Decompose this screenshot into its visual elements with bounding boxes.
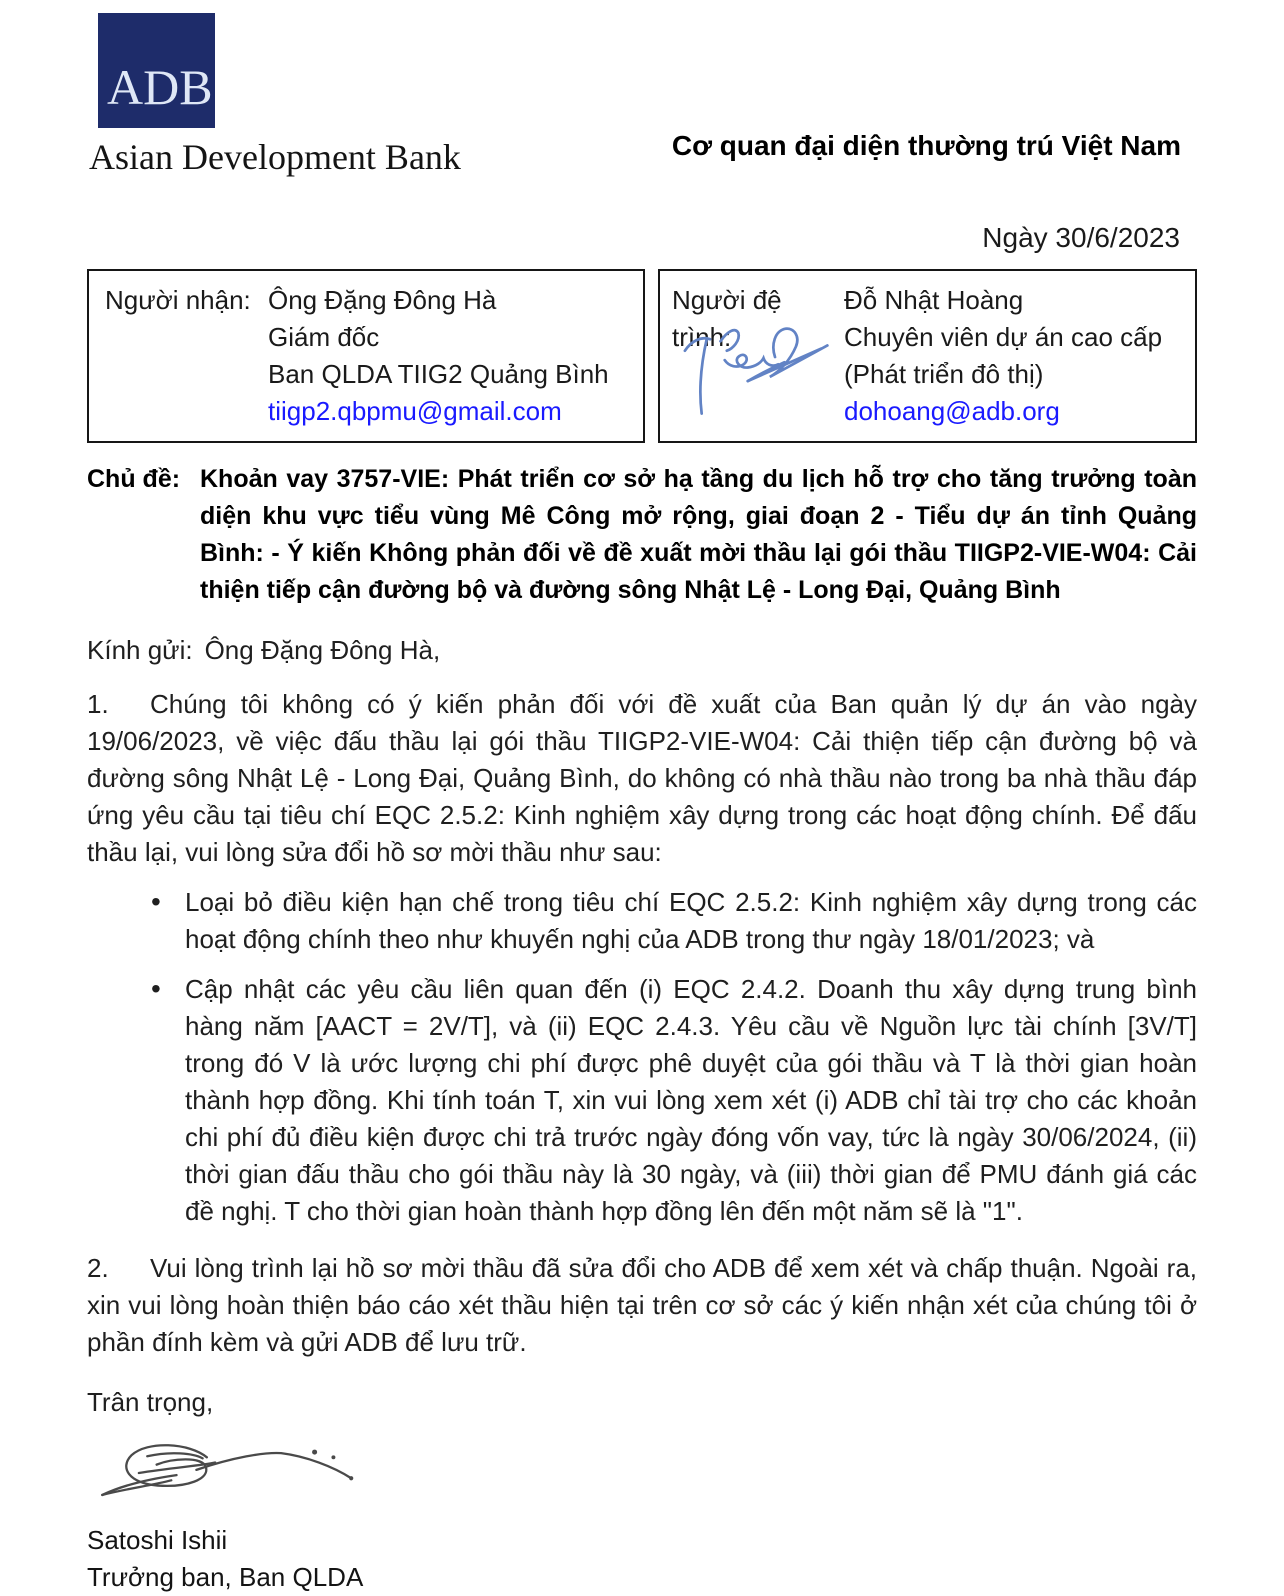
submitter-name: Đỗ Nhật Hoàng xyxy=(844,285,1024,315)
recipient-label: Người nhận: xyxy=(105,285,251,315)
signer-title: Trưởng ban, Ban QLDA xyxy=(87,1562,364,1592)
adb-logo xyxy=(98,13,215,128)
bullet-item-1: • Loại bỏ điều kiện hạn chế trong tiêu chí EQC 2.5.2: Kinh nghiệm xây dựng trong các hoạt động chính theo như khuyến nghị của ADB trong thư ngày 18/01/2023; và xyxy=(87,884,1197,958)
adb-logo-text: ADB xyxy=(107,59,213,115)
brand-block xyxy=(87,13,461,178)
salutation-name: Ông Đặng Đông Hà, xyxy=(204,635,441,665)
recipient-name: Ông Đặng Đông Hà xyxy=(268,285,497,315)
submitter-title-2: (Phát triển đô thị) xyxy=(844,359,1044,389)
paragraph-2 xyxy=(87,1250,1197,1361)
submitter-email-link[interactable]: dohoang@adb.org xyxy=(844,396,1060,426)
subject-label: Chủ đề: xyxy=(87,465,181,493)
recipient-email-link[interactable]: tiigp2.qbpmu@gmail.com xyxy=(268,396,562,426)
paragraph-1 xyxy=(87,686,1197,871)
letterhead xyxy=(87,13,1197,178)
paragraph-2-text: Vui lòng trình lại hồ sơ mời thầu đã sửa đổi cho ADB để xem xét và chấp thuận. Ngoài ra, xin vui lòng hoàn thiện báo cáo xét thầu hiện tại trên cơ sở các ý kiến nhận xét của chúng tôi ở phần đính kèm và gửi ADB để lưu trữ. xyxy=(87,1253,1197,1357)
valediction: Trân trọng, xyxy=(87,1387,214,1417)
subject-block xyxy=(87,461,1197,609)
signer-block xyxy=(87,1522,1197,1596)
recipient-title: Giám đốc xyxy=(268,322,380,352)
paragraph-1-number: 1. xyxy=(87,689,109,719)
paragraph-2-number: 2. xyxy=(87,1253,109,1283)
bullet-item-2: • Cập nhật các yêu cầu liên quan đến (i) EQC 2.4.2. Doanh thu xây dựng trung bình hàng năm [AACT = 2V/T], và (ii) EQC 2.4.3. Yêu cầu về Nguồn lực tài chính [3V/T] trong đó V là ước lượng chi phí được phê duyệt của gói thầu và T là thời gian hoàn thành hợp đồng. Khi tính toán T, xin vui lòng xem xét (i) ADB chỉ tài trợ cho các khoản chi phí đủ điều kiện được chi trả trước ngày đóng vốn vay, tức là ngày 30/06/2024, (ii) thời gian đấu thầu cho gói thầu này là 30 ngày, và (iii) thời gian để PMU đánh giá các đề nghị. T cho thời gian hoàn thành hợp đồng lên đến một năm sẽ là "1". xyxy=(87,971,1197,1230)
bullet-list xyxy=(87,884,1197,1230)
date-line: Ngày 30/6/2023 xyxy=(982,222,1180,253)
org-name: Asian Development Bank xyxy=(89,137,461,177)
signer-name: Satoshi Ishii xyxy=(87,1525,228,1555)
recipient-submitter-table xyxy=(87,269,1197,443)
recipient-org: Ban QLDA TIIG2 Quảng Bình xyxy=(268,359,609,389)
salutation xyxy=(87,635,1197,666)
submitter-values xyxy=(844,282,1187,430)
signer-signature-icon xyxy=(97,1432,369,1514)
submitter-title: Chuyên viên dự án cao cấp xyxy=(844,322,1163,352)
submitter-box xyxy=(658,269,1197,443)
subject-text: Khoản vay 3757-VIE: Phát triển cơ sở hạ tầng du lịch hỗ trợ cho tăng trưởng toàn diện khu vực tiểu vùng Mê Công mở rộng, giai đoạn 2 - Tiểu dự án tỉnh Quảng Bình: - Ý kiến Không phản đối về đề xuất mời thầu lại gói thầu TIIGP2-VIE-W04: Cải thiện tiếp cận đường bộ và đường sông Nhật Lệ - Long Đại, Quảng Bình xyxy=(200,465,1197,604)
recipient-box xyxy=(87,269,645,443)
submitter-signature-icon xyxy=(674,313,832,423)
recipient-values xyxy=(268,282,635,430)
salutation-label: Kính gửi: xyxy=(87,635,193,665)
office-title: Cơ quan đại diện thường trú Việt Nam xyxy=(671,130,1181,161)
paragraph-1-text: Chúng tôi không có ý kiến phản đối với đề xuất của Ban quản lý dự án vào ngày 19/06/2023, về việc đấu thầu lại gói thầu TIIGP2-VIE-W04: Cải thiện tiếp cận đường bộ và đường sông Nhật Lệ - Long Đại, Quảng Bình, do không có nhà thầu nào trong ba nhà thầu đáp ứng yêu cầu tại tiêu chí EQC 2.5.2: Kinh nghiệm xây dựng trong các hoạt động chính. Để đấu thầu lại, vui lòng sửa đổi hồ sơ mời thầu như sau: xyxy=(87,689,1197,867)
submitter-label: Người đệ trình: xyxy=(672,285,782,352)
